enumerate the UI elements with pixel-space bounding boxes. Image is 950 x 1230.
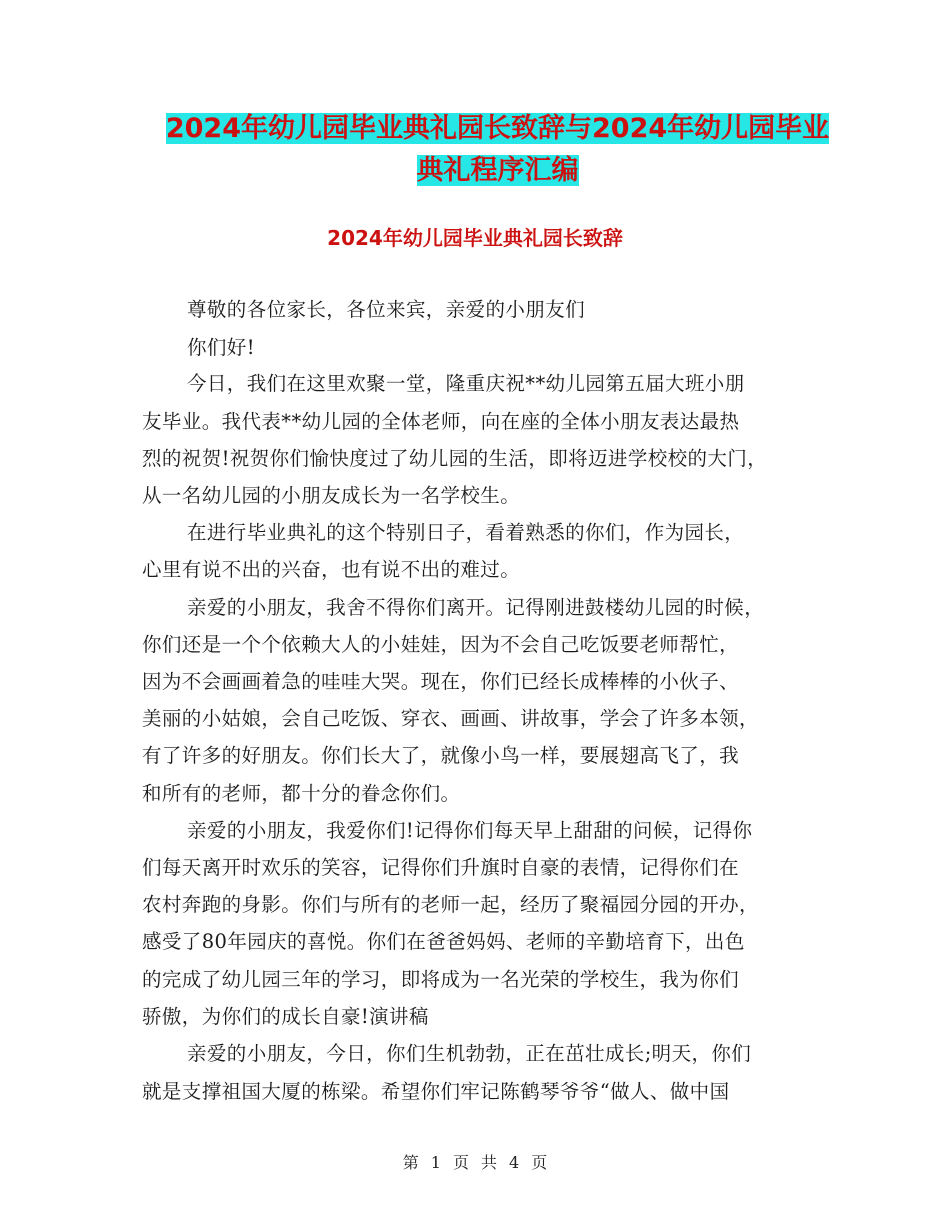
body-line: 你们好! (187, 336, 255, 359)
body-line: 心里有说不出的兴奋，也有说不出的难过。 (142, 558, 521, 581)
body-line: 们每天离开时欢乐的笑容，记得你们升旗时自豪的表情，记得你们在 (142, 856, 740, 879)
body-line: 就是支撑祖国大厦的栋梁。希望你们牢记陈鹤琴爷爷“做人、做中国 (142, 1080, 730, 1103)
body-line: 有了许多的好朋友。你们长大了，就像小鸟一样，要展翅高飞了，我 (142, 744, 740, 767)
body-line: 从一名幼儿园的小朋友成长为一名学校生。 (142, 484, 521, 507)
title-line-1: 2024年幼儿园毕业典礼园长致辞与2024年幼儿园毕业 (165, 113, 830, 144)
footer-page-number: 1 (430, 1153, 441, 1172)
body-line: 和所有的老师，都十分的眷念你们。 (142, 782, 461, 805)
page-footer (0, 1152, 950, 1174)
body-line: 尊敬的各位家长，各位来宾，亲爱的小朋友们 (187, 298, 586, 321)
body-line: 美丽的小姑娘，会自己吃饭、穿衣、画画、讲故事，学会了许多本领， (142, 707, 759, 730)
body-line: 因为不会画画着急的哇哇大哭。现在，你们已经长成棒棒的小伙子、 (142, 670, 740, 693)
section-title: 2024年幼儿园毕业典礼园长致辞 (327, 226, 623, 250)
body-line: 烈的祝贺!祝贺你们愉快度过了幼儿园的生活，即将迈进学校校的大门， (142, 447, 768, 470)
footer-page-middle: 页 (452, 1153, 469, 1172)
footer-total-pages: 4 (509, 1153, 520, 1172)
body-line: 今日，我们在这里欢聚一堂，隆重庆祝**幼儿园第五届大班小朋 (187, 372, 745, 395)
body-line: 在进行毕业典礼的这个特别日子，看着熟悉的你们，作为园长， (187, 521, 745, 544)
body-line: 亲爱的小朋友，今日，你们生机勃勃，正在茁壮成长;明天，你们 (187, 1042, 752, 1065)
footer-page-suffix: 页 (531, 1153, 548, 1172)
body-line: 友毕业。我代表**幼儿园的全体老师，向在座的全体小朋友表达最热 (142, 410, 740, 433)
body-line: 亲爱的小朋友，我舍不得你们离开。记得刚进鼓楼幼儿园的时候， (187, 596, 765, 619)
body-line: 的完成了幼儿园三年的学习，即将成为一名光荣的学校生，我为你们 (142, 968, 740, 991)
body-line: 亲爱的小朋友，我爱你们!记得你们每天早上甜甜的问候，记得你 (187, 819, 753, 842)
footer-page-prefix: 第 (402, 1153, 419, 1172)
title-line-2: 典礼程序汇编 (416, 155, 579, 186)
footer-total-prefix: 共 (481, 1153, 498, 1172)
document-title (140, 108, 855, 192)
body-line: 农村奔跑的身影。你们与所有的老师一起，经历了聚福园分园的开办， (142, 893, 759, 916)
body-line: 骄傲，为你们的成长自豪!演讲稿 (142, 1005, 429, 1028)
body-line: 感受了80年园庆的喜悦。你们在爸爸妈妈、老师的辛勤培育下，出色 (142, 930, 745, 953)
body-line: 你们还是一个个依赖大人的小娃娃，因为不会自己吃饭要老师帮忙， (142, 633, 740, 656)
